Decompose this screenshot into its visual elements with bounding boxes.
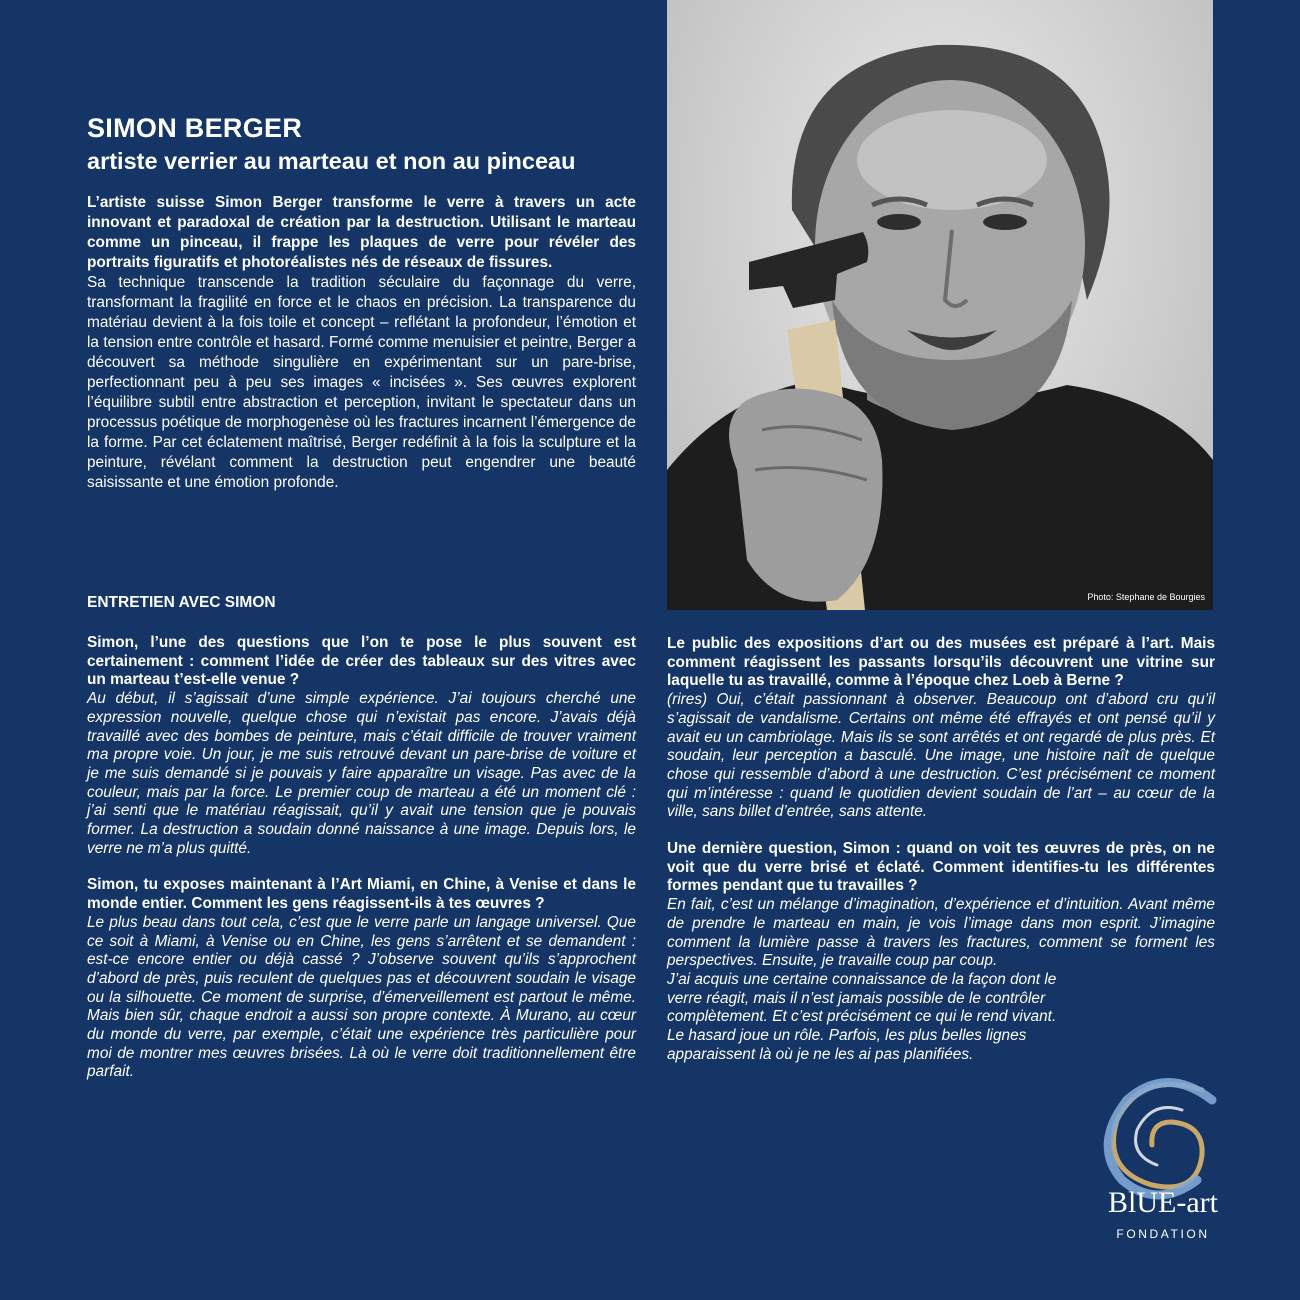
interview-question-2: Simon, tu exposes maintenant à l’Art Miami, en Chine, à Venise et dans le monde entier. Comment les gens réagissent-ils à tes œuvres ?	[87, 876, 636, 913]
interview-answer-3: (rires) Oui, c’était passionnant à observer. Beaucoup ont d’abord cru qu’il s’agissait de vandalisme. Certains ont même été effrayés et ont pensé qu’il y avait eu un cambriolage. Mais ils se sont arrêtés et ont regardé de plus près. Et soudain, leur perception a basculé. Une image, une histoire naît de quelque chose qui ressemble d’abord à une destruction. C’est précisément ce moment qui m’intéresse : quand le quotidien devient soudain de l’art – au cœur de la ville, sans billet d’entrée, sans attente.	[667, 691, 1215, 821]
interview-question-1: Simon, l’une des questions que l’on te pose le plus souvent est certainement : comment l’idée de créer des tableaux sur des vitres avec un marteau t’est-elle venue ?	[87, 634, 636, 689]
interview-column-left	[87, 634, 636, 1082]
interview-heading: ENTRETIEN AVEC SIMON	[87, 594, 276, 611]
interview-answer-4-part-2: J’ai acquis une certaine connaissance de la façon dont le verre réagit, mais il n’est jamais possible de le contrôler complètement. Et c’est précisément ce qui le rend vivant. Le hasard joue un rôle. Parfois, les plus belles lignes apparaissent là où je ne les ai pas planifiées.	[667, 970, 1057, 1063]
logo-wordmark: BlUE-art	[1108, 1186, 1218, 1219]
interview-question-4: Une dernière question, Simon : quand on voit tes œuvres de près, on ne voit que du verre brisé et éclaté. Comment identifies-tu les différentes formes pendant que tu travailles ?	[667, 840, 1215, 895]
interview-column-right	[667, 635, 1215, 1064]
intro-lead: L’artiste suisse Simon Berger transforme le verre à travers un acte innovant et paradoxal de création par la destruction. Utilisant le marteau comme un pinceau, il frappe les plaques de verre pour révéler des portraits figuratifs et photoréalistes nés de réseaux de fissures.	[87, 194, 636, 271]
page-title: SIMON BERGER	[87, 113, 303, 143]
artist-portrait-photo	[667, 0, 1213, 610]
interview-answer-4-part-1: En fait, c’est un mélange d’imagination, d’expérience et d’intuition. Avant même de prendre le marteau en main, je vois l’image dans mon esprit. J’imagine comment la lumière passe à travers les fractures, comment se forment les perspectives. Ensuite, je travaille coup par coup.	[667, 896, 1215, 970]
page-subtitle: artiste verrier au marteau et non au pinceau	[87, 148, 576, 174]
intro-body: Sa technique transcende la tradition séculaire du façonnage du verre, transformant la fragilité en force et le chaos en précision. La transparence du matériau devient à la fois toile et concept – reflétant la profondeur, l’émotion et la tension entre contrôle et hasard. Formé comme menuisier et peintre, Berger a découvert sa méthode singulière en expérimentant sur un pare-brise, perfectionnant peu à peu ses images « incisées ». Ses œuvres explorent l’équilibre subtil entre abstraction et perception, invitant le spectateur dans un processus poétique de morphogenèse où les fractures incarnent l’émergence de la forme. Par cet éclatement maîtrisé, Berger redéfinit à la fois la sculpture et la peinture, révélant comment la destruction peut engendrer une beauté saisissante et une émotion profonde.	[87, 274, 636, 491]
intro-text	[87, 193, 636, 493]
photo-credit: Photo: Stephane de Bourgies	[1087, 592, 1205, 602]
interview-answer-1: Au début, il s’agissait d’une simple expérience. J’ai toujours cherché une expression nouvelle, quelque chose qui n’existait pas encore. J’avais déjà travaillé avec des bombes de peinture, mais c’était difficile de trouver vraiment ma propre voie. Un jour, je me suis retrouvé devant un pare-brise de voiture et je me suis demandé si je pouvais y faire apparaître un visage. Pas avec de la couleur, mais par la force. Le premier coup de marteau a été un moment clé : j’ai senti que le matériau réagissait, qu’il y avait une tension que je pouvais former. La destruction a soudain donné naissance à une image. Depuis lors, le verre ne m’a plus quitté.	[87, 690, 636, 857]
logo-subtitle: FONDATION	[1116, 1227, 1210, 1241]
portrait-illustration	[667, 0, 1213, 610]
interview-question-3: Le public des expositions d’art ou des musées est préparé à l’art. Mais comment réagissent les passants lorsqu’ils découvrent une vitrine sur laquelle tu as travaillé, comme à l’époque chez Loeb à Berne ?	[667, 635, 1215, 690]
interview-answer-2: Le plus beau dans tout cela, c’est que le verre parle un langage universel. Que ce soit à Miami, à Venise ou en Chine, les gens s’arrêtent et se demandent : est-ce encore entier ou déjà cassé ? J’observe souvent qu’ils s’approchent d’abord de près, puis reculent de quelques pas et découvrent soudain le visage ou la silhouette. Ce moment de surprise, d’émerveillement est partout le même. Mais bien sûr, chaque endroit a aussi son propre contexte. À Murano, au cœur du monde du verre, par exemple, c’était une expérience très particulière pour moi de montrer mes œuvres brisées. Là où le verre doit traditionnellement être parfait.	[87, 913, 636, 1081]
